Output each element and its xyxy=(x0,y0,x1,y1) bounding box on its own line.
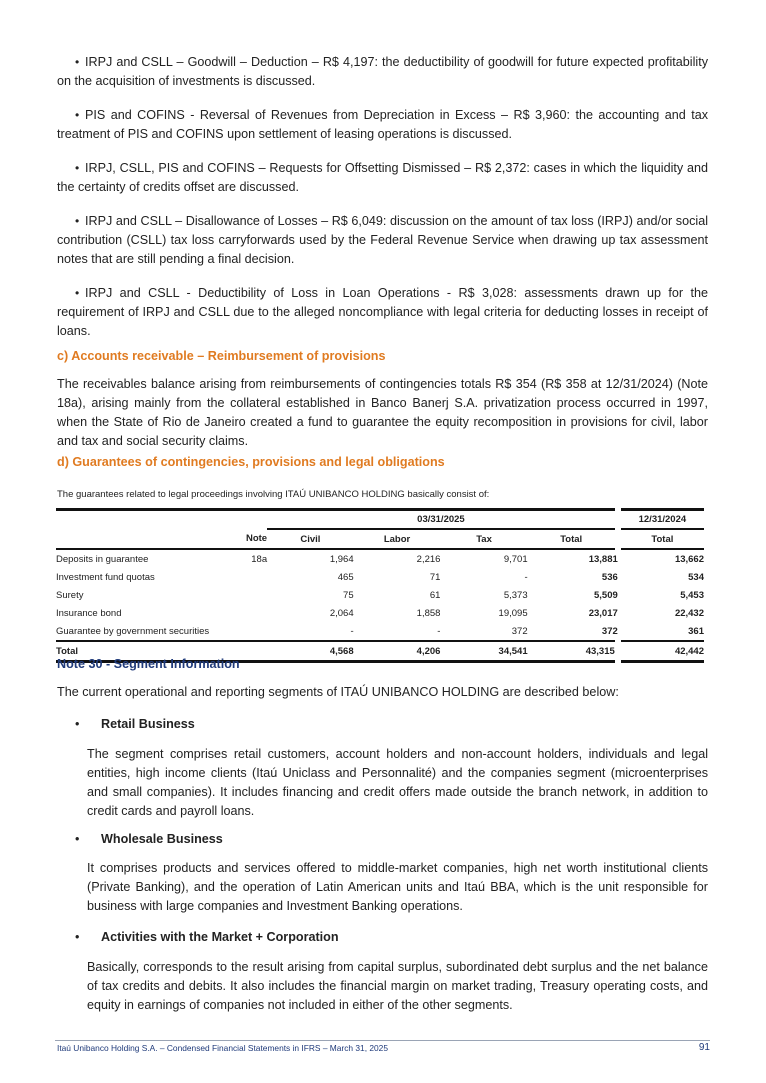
guarantees-table xyxy=(56,508,704,663)
page-number: 91 xyxy=(698,1042,710,1053)
segment-body: It comprises products and services offered to middle-market companies, high net worth institutional clients (Private Banking), and the operation of Latin American units and Itaú BBA, which is the unit responsible for business with large companies and Investment Banking operations. xyxy=(87,861,708,913)
col-note: Note xyxy=(226,529,267,549)
col-total-prior: Total xyxy=(618,529,704,549)
table-row: Insurance bond 2,064 1,858 19,095 23,017 22,432 xyxy=(56,607,704,619)
table-row: Guarantee by government securities - - 372 372 361 xyxy=(56,625,704,637)
bullet-icon: • xyxy=(75,55,80,69)
guarantees-table-region xyxy=(52,0,712,660)
col-tax: Tax xyxy=(440,529,527,549)
col-labor: Labor xyxy=(354,529,441,549)
bullet-icon: • xyxy=(75,286,80,300)
bullet-icon: • xyxy=(75,930,80,944)
section-d-heading: d) Guarantees of contingencies, provisions and legal obligations xyxy=(57,455,445,469)
bullet-item: • IRPJ and CSLL – Disallowance of Losses – R$ 6,049: discussion on the amount of tax loss (IRPJ) and/or social contribution (CSLL) tax loss carryforwards used by the Federal Revenue Service when drawing up tax assessment notes that are still pending a final decision. xyxy=(57,214,708,266)
table-header-columns xyxy=(56,529,704,549)
bullet-item: • IRPJ and CSLL - Deductibility of Loss in Loan Operations - R$ 3,028: assessments drawn up for the requirement of IRPJ and CSLL due to the alleged noncompliance with legal criteria for deducting losses in receipt of loans. xyxy=(57,286,708,338)
bullet-icon: • xyxy=(75,108,80,122)
segment-body: The segment comprises retail customers, account holders and non-account holders, individuals and legal entities, high income clients (Itaú Uniclass and Personnalité) and the companies segment (microenterprises and small companies). It includes financing and credit offers made outside the branch network, in addition to credit cards and payroll loans. xyxy=(87,747,708,818)
note30-intro: The current operational and reporting segments of ITAÚ UNIBANCO HOLDING are described below: xyxy=(57,685,619,699)
table-row: Surety 75 61 5,373 5,509 5,453 xyxy=(56,589,704,601)
table-row: Deposits in guarantee 18a 1,964 2,216 9,701 13,881 13,662 xyxy=(56,553,704,565)
table-intro: The guarantees related to legal proceedings involving ITAÚ UNIBANCO HOLDING basically consist of: xyxy=(57,489,490,500)
col-total-current: Total xyxy=(528,529,618,549)
table-total-row: Total 4,568 4,206 34,541 43,315 42,442 xyxy=(56,641,704,662)
table-row: Investment fund quotas 465 71 - 536 534 xyxy=(56,571,704,583)
bullet-icon: • xyxy=(75,214,80,228)
bullet-icon: • xyxy=(75,161,80,175)
bullet-item: • IRPJ and CSLL – Goodwill – Deduction – R$ 4,197: the deductibility of goodwill for future expected profitability on the acquisition of investments is discussed. xyxy=(57,55,708,88)
footer-text: Itaú Unibanco Holding S.A. – Condensed Financial Statements in IFRS – March 31, 2025 xyxy=(57,1043,389,1053)
section-c-body: The receivables balance arising from reimbursements of contingencies totals R$ 354 (R$ 358 at 12/31/2024) (Note 18a), arising mainly from the collateral established in Banco Banerj S.A. privatization process occurred in 1997, when the State of Rio de Janeiro created a fund to guarantee the equity recomposition in provisions for civil, labor and tax and social security claims. xyxy=(57,377,708,448)
col-civil: Civil xyxy=(267,529,354,549)
period-current: 03/31/2025 xyxy=(267,510,618,530)
bullet-item: • PIS and COFINS - Reversal of Revenues from Depreciation in Excess – R$ 3,960: the accounting and tax treatment of PIS and COFINS upon settlement of leasing operations is discussed. xyxy=(57,108,708,141)
bullet-icon: • xyxy=(75,717,80,731)
period-prior: 12/31/2024 xyxy=(618,510,704,530)
footer-divider xyxy=(55,1040,710,1041)
note30-heading: Note 30 - Segment Information xyxy=(57,657,240,671)
bullet-icon: • xyxy=(75,832,80,846)
segment-body: Basically, corresponds to the result arising from capital surplus, subordinated debt surplus and the net balance of tax credits and debits. It also includes the financial margin on market trading, Treasury operating costs, and equity in earnings of companies not included in either of the other segments. xyxy=(87,960,708,1012)
section-c-heading: c) Accounts receivable – Reimbursement of provisions xyxy=(57,349,386,363)
bullet-item: • IRPJ, CSLL, PIS and COFINS – Requests for Offsetting Dismissed – R$ 2,372: cases in which the liquidity and the certainty of credits offset are discussed. xyxy=(57,161,708,194)
table-header-periods xyxy=(56,510,704,530)
